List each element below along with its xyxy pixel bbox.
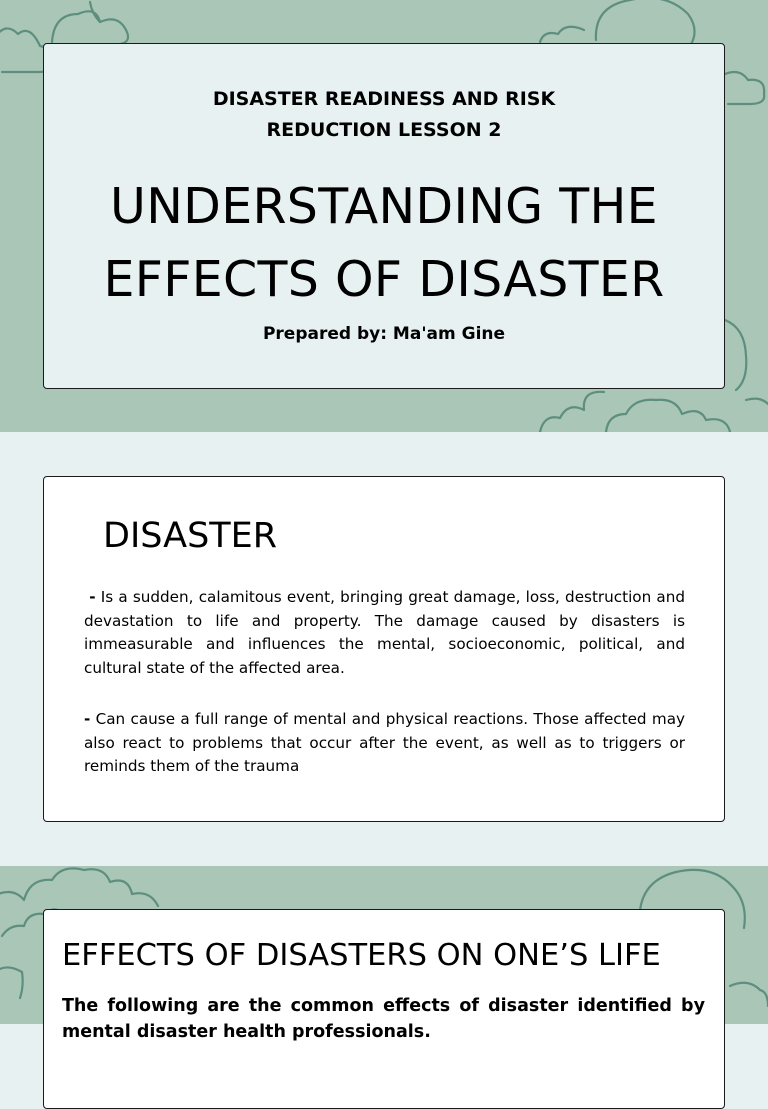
effects-slide	[0, 866, 768, 1042]
definition-paragraph-1	[84, 586, 685, 680]
subtitle-line-1: DISASTER READINESS AND RISK	[212, 88, 556, 110]
intro-paragraph: The following are the common effects of disaster identified by mental disaster health professionals.	[62, 996, 705, 1042]
section-heading: DISASTER	[103, 516, 278, 556]
definition-card	[43, 476, 725, 822]
effects-card	[43, 909, 725, 1109]
title-line-1: UNDERSTANDING THE	[110, 178, 658, 235]
section-heading: EFFECTS OF DISASTERS ON ONE’S LIFE	[62, 938, 661, 973]
subtitle-line-2: REDUCTION LESSON 2	[266, 119, 502, 141]
title-card	[43, 43, 725, 389]
page-title	[44, 170, 724, 316]
bullet-marker: -	[84, 710, 91, 728]
bullet-marker: -	[89, 588, 96, 606]
paragraph-text: Can cause a full range of mental and physical reactions. Those affected may also react to problems that occur after the event, as well as to triggers or reminds them of the trauma	[84, 710, 685, 775]
lesson-subtitle	[44, 84, 724, 146]
paragraph-text: Is a sudden, calamitous event, bringing great damage, loss, destruction and devastation to life and property. The damage caused by disasters is immeasurable and influences the mental, socioeconomic, political, and cultural state of the affected area.	[84, 588, 686, 677]
definition-slide	[0, 432, 768, 866]
definition-paragraph-2	[84, 708, 685, 779]
title-line-2: EFFECTS OF DISASTER	[103, 251, 665, 308]
title-slide	[0, 0, 768, 432]
author-credit: Prepared by: Ma'am Gine	[262, 324, 506, 344]
